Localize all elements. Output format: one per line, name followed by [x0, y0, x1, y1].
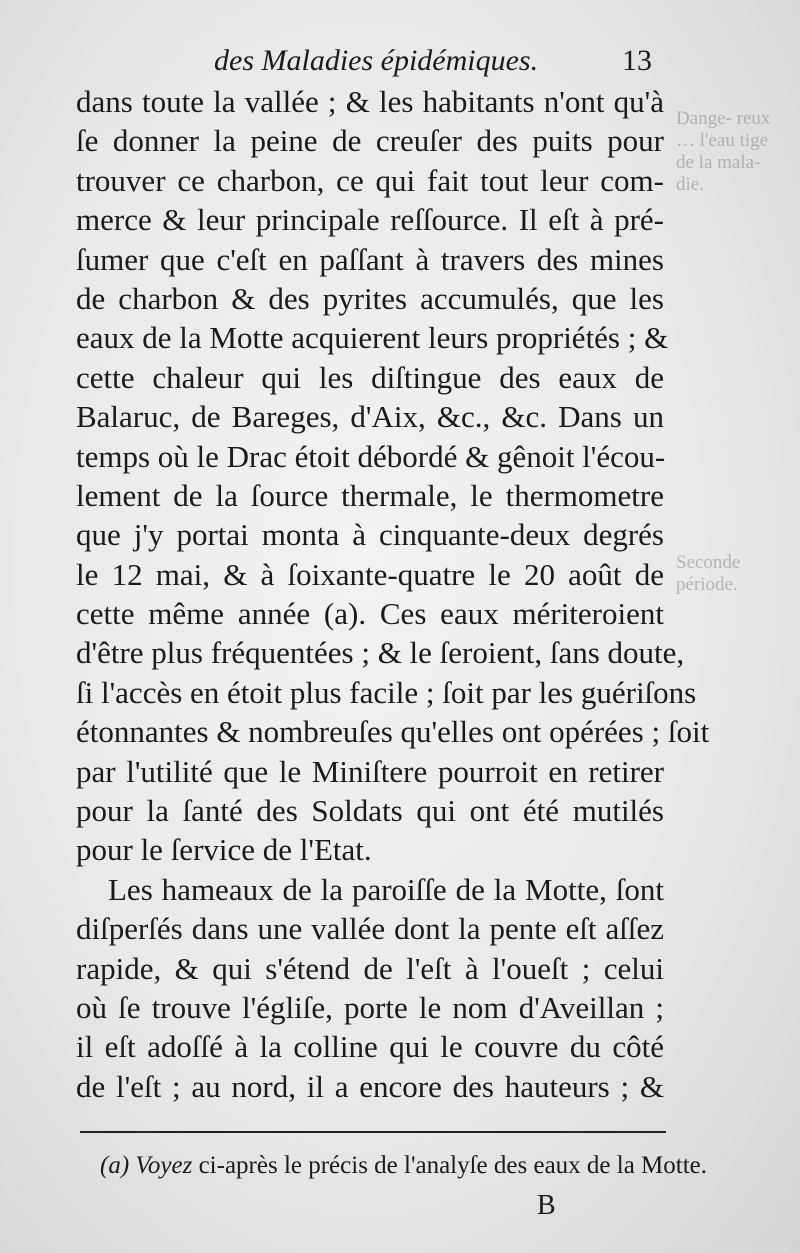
- text-line: le 12 mai, & à ſoixante-quatre le 20 août de: [76, 556, 664, 592]
- running-head: des Maladies épidémiques.: [214, 44, 539, 77]
- text-line: Les hameaux de la paroiſſe de la Motte, ſont: [108, 871, 664, 907]
- page-header: [76, 42, 656, 82]
- footnote-voyez: Voyez: [135, 1152, 193, 1179]
- text-line: diſperſés dans une vallée dont la pente eſt aſſez: [76, 911, 664, 947]
- footnote-mark: (a): [100, 1152, 130, 1179]
- text-line: merce & leur principale reſſource. Il eſt à pré-: [76, 202, 664, 238]
- text-line: de charbon & des pyrites accumulés, que les: [76, 280, 664, 316]
- signature-mark: B: [537, 1190, 556, 1221]
- text-line: cette chaleur qui les diſtingue des eaux de: [76, 359, 664, 395]
- text-line: où ſe trouve l'égliſe, porte le nom d'Aveillan ;: [76, 989, 664, 1025]
- text-line: étonnantes & nombreuſes qu'elles ont opérées ; ſoit: [76, 714, 710, 750]
- bleed-through-margin-note: Dange- reux … l'eau tige de la mala- die.: [676, 108, 771, 195]
- text-line: que j'y portai monta à cinquante-deux degrés: [76, 517, 664, 553]
- text-line: de l'eſt ; au nord, il a encore des hauteurs ; &: [76, 1068, 664, 1104]
- text-line: temps où le Drac étoit débordé & gênoit l'écou-: [76, 438, 666, 474]
- footnote: [100, 1152, 708, 1180]
- text-line: d'être plus fréquentées ; & le ſeroient, ſans doute,: [76, 635, 685, 671]
- text-line: ſe donner la peine de creuſer des puits pour: [76, 123, 664, 159]
- text-line: trouver ce charbon, ce qui fait tout leur com-: [76, 162, 664, 198]
- text-line: rapide, & qui s'étend de l'eſt à l'oueſt ; celui: [76, 950, 664, 986]
- text-line: Balaruc, de Bareges, d'Aix, &c., &c. Dans un: [76, 399, 664, 435]
- text-line: pour le ſervice de l'Etat.: [76, 832, 372, 868]
- text-line: lement de la ſource thermale, le thermometre: [76, 477, 664, 513]
- text-line: ſumer que c'eſt en paſſant à travers des mines: [76, 241, 664, 277]
- text-line: cette même année (a). Ces eaux mériteroient: [76, 596, 664, 632]
- page-number: 13: [622, 44, 652, 77]
- text-line: il eſt adoſſé à la colline qui le couvre du côté: [76, 1029, 664, 1065]
- text-line: pour la ſanté des Soldats qui ont été mutilés: [76, 793, 664, 829]
- text-line: eaux de la Motte acquierent leurs propriétés ; &: [76, 320, 669, 356]
- text-line: par l'utilité que le Miniſtere pourroit en retirer: [76, 753, 664, 789]
- text-line: dans toute la vallée ; & les habitants n'ont qu'à: [76, 84, 664, 119]
- text-line: ſi l'accès en étoit plus facile ; ſoit par les guériſons: [76, 674, 697, 710]
- footnote-rule: [80, 1131, 666, 1133]
- bleed-through-margin-note-2: Seconde période.: [676, 552, 741, 595]
- footnote-text: ci-après le précis de l'analyſe des eaux de la Motte.: [198, 1152, 708, 1179]
